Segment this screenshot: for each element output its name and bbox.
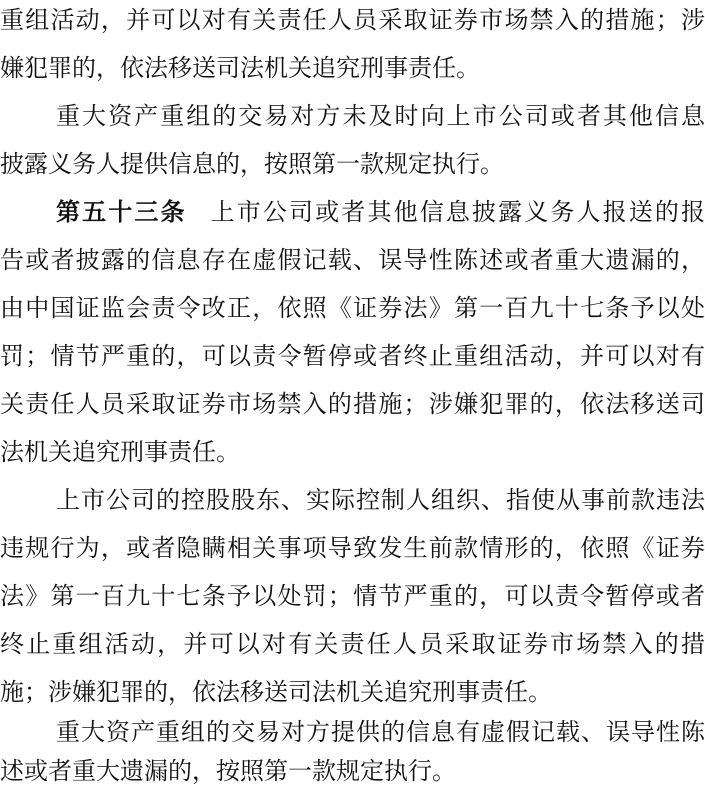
article-text: 上市公司或者其他信息披露义务人报送的报 [210,198,705,226]
article-number: 第五十三条 [56,197,187,226]
text-line: 关责任人员采取证券市场禁入的措施；涉嫌犯罪的，依法移送司 [0,390,705,418]
text-line: 违规行为，或者隐瞒相关事项导致发生前款情形的，依照《证券 [0,534,705,562]
text-line: 告或者披露的信息存在虚假记载、误导性陈述或者重大遗漏的， [0,246,705,274]
text-line: 重大资产重组的交易对方未及时向上市公司或者其他信息 [56,102,705,130]
text-line: 终止重组活动，并可以对有关责任人员采取证券市场禁入的措 [0,630,705,658]
text-line: 述或者重大遗漏的，按照第一款规定执行。 [0,757,456,785]
text-line: 披露义务人提供信息的，按照第一款规定执行。 [0,150,504,178]
text-line: 法机关追究刑事责任。 [0,438,240,466]
text-line: 罚；情节严重的，可以责令暂停或者终止重组活动，并可以对有 [0,342,705,370]
text-line: 上市公司的控股股东、实际控制人组织、指使从事前款违法 [56,486,705,514]
text-line: 重大资产重组的交易对方提供的信息有虚假记载、误导性陈 [56,718,705,746]
article-first-line [56,192,705,232]
text-line: 法》第一百九十七条予以处罚；情节严重的，可以责令暂停或者 [0,582,705,610]
text-line: 由中国证监会责令改正，依照《证券法》第一百九十七条予以处 [0,294,705,322]
text-line: 施；涉嫌犯罪的，依法移送司法机关追究刑事责任。 [0,678,552,706]
text-line: 重组活动，并可以对有关责任人员采取证券市场禁入的措施；涉 [0,6,705,34]
text-line: 嫌犯罪的，依法移送司法机关追究刑事责任。 [0,54,480,82]
